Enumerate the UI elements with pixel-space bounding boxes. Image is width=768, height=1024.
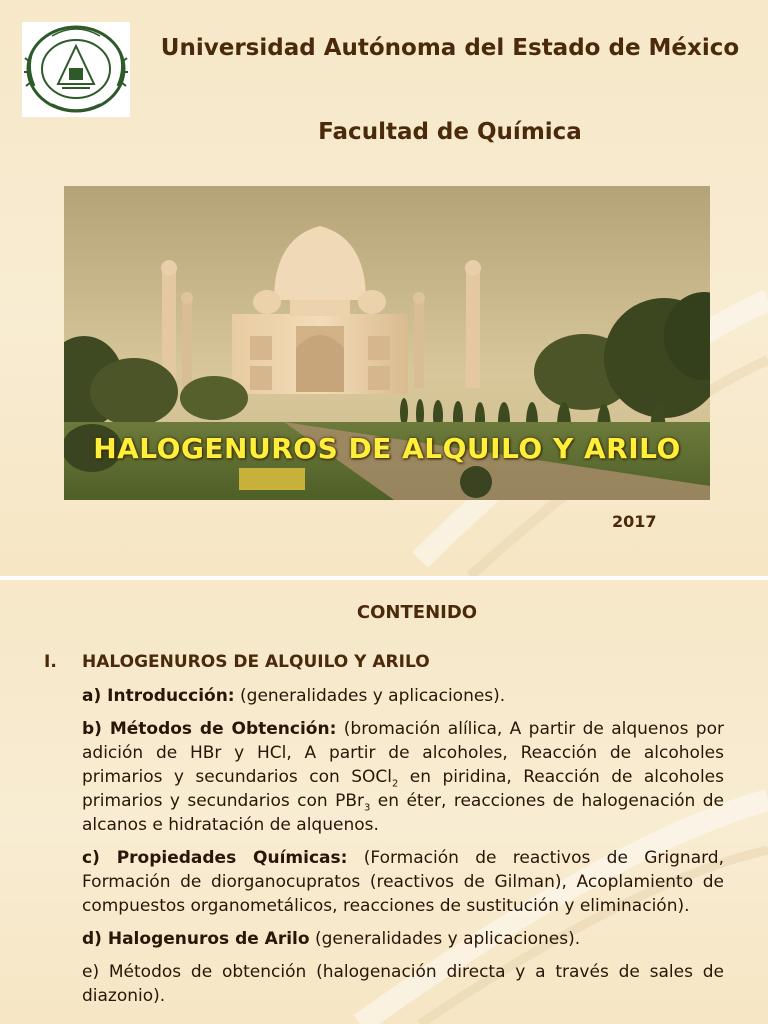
contents-list [82,684,724,1017]
faculty-name: Facultad de Química [318,119,582,145]
presentation-title: HALOGENUROS DE ALQUILO Y ARILO [93,432,681,465]
section-number: I. [44,652,57,672]
list-item: e) Métodos de obtención (halogenación directa y a través de sales de diazonio). [82,962,724,1006]
contents-slide [0,580,768,1024]
section-title: HALOGENUROS DE ALQUILO Y ARILO [82,652,430,672]
list-item: d) Halogenuros de Arilo (generalidades y aplicaciones). [82,929,581,949]
contents-heading: CONTENIDO [356,602,478,623]
university-seal-logo [22,22,130,117]
list-item: c) Propiedades Químicas: (Formación de reactivos de Grignard, Formación de diorganocupratos (reactivos de Gilman), Acoplamiento de compuestos organometálicos, reacciones de sustitución y eliminación). [82,848,725,916]
list-item: b) Métodos de Obtención: (bromación alílica, A partir de alquenos por adición de HBr y HCl, A partir de alcoholes, Reacción de alcoholes primarios y secundarios con SOCl$_2$ en piridina, Reacción de alcoholes primarios y secundarios con PBr$_3$ en éter, reacciones de halogenación de alcanos e hidratación de alquenos. [82,719,724,835]
year-label: 2017 [612,512,657,531]
list-item: a) Introducción: (generalidades y aplicaciones). [82,686,506,706]
university-name: Universidad Autónoma del Estado de México [160,35,740,61]
